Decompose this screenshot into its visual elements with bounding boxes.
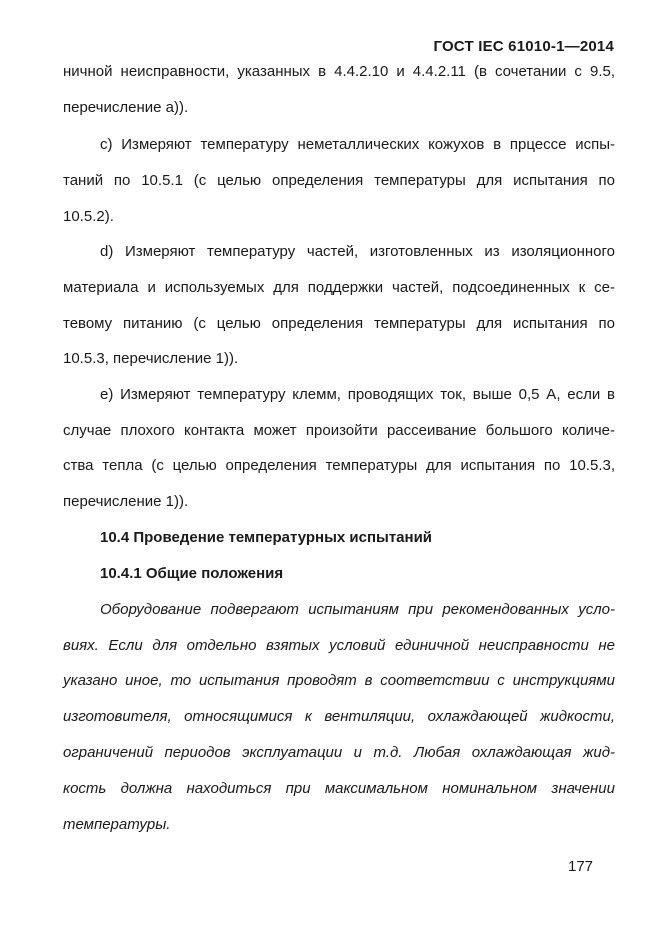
subsection-heading: 10.4.1 Общие положения [100,565,284,582]
text-line: указано иное, то испытания проводят в соответствии с инструкциями [63,672,615,689]
page-number: 177 [568,858,594,875]
text-line: 10.5.3, перечисление 1)). [63,350,239,367]
text-line: виях. Если для отдельно взятых условий единичной неисправности не [63,637,615,654]
text-line: перечисление 1)). [63,493,189,510]
text-line: таний по 10.5.1 (с целью определения температуры для испытания по [63,172,615,189]
text-line: ства тепла (с целью определения температуры для испытания по 10.5.3, [63,457,615,474]
text-line: случае плохого контакта может произойти рассеивание большого количе- [63,422,615,439]
text-line: ничной неисправности, указанных в 4.4.2.10 и 4.4.2.11 (в сочетании с 9.5, [63,63,615,80]
text-line: e) Измеряют температуру клемм, проводящих ток, выше 0,5 А, если в [100,386,615,403]
text-line: Оборудование подвергают испытаниям при рекомендованных усло- [100,601,615,618]
text-line: ограничений периодов эксплуатации и т.д. Любая охлаждающая жид- [63,744,615,761]
document-header: ГОСТ IEC 61010-1—2014 [433,38,614,55]
text-line: d) Измеряют температуру частей, изготовленных из изоляционного [100,243,615,260]
text-line: кость должна находиться при максимальном номинальном значении [63,780,615,797]
text-line: тевому питанию (с целью определения температуры для испытания по [63,315,615,332]
text-line: изготовителя, относящимися к вентиляции, охлаждающей жидкости, [63,708,615,725]
text-line: c) Измеряют температуру неметаллических кожухов в прцессе испы- [100,136,615,153]
text-line: 10.5.2). [63,208,114,225]
text-line: перечисление а)). [63,99,189,116]
text-line: температуры. [63,816,171,833]
section-heading: 10.4 Проведение температурных испытаний [100,529,433,546]
text-line: материала и используемых для поддержки частей, подсоединенных к се- [63,279,615,296]
